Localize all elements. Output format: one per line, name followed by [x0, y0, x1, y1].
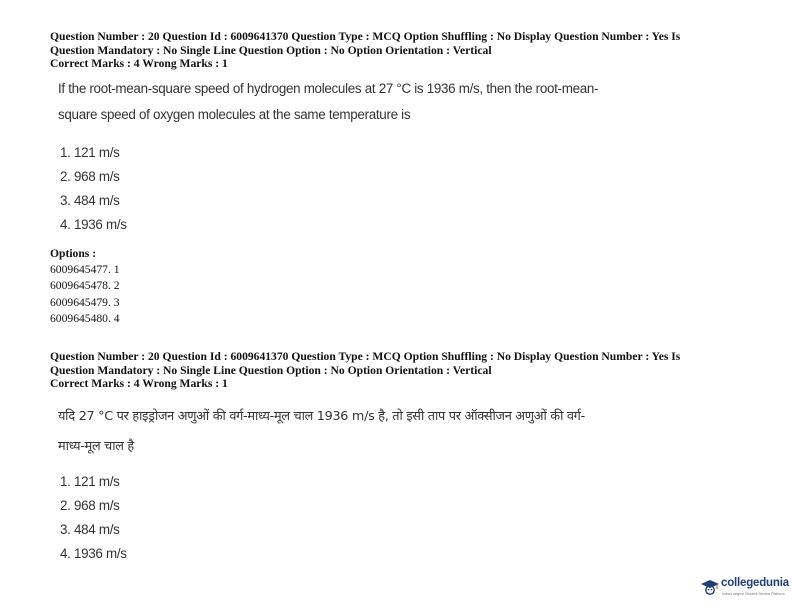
question-meta-en — [50, 30, 680, 71]
option-id-item: 6009645479. 3 — [50, 295, 120, 309]
choice-item: 1. 121 m/s — [60, 145, 120, 160]
option-id-item: 6009645478. 2 — [50, 279, 120, 293]
question-text-line-2: माध्य-मूल चाल है — [58, 439, 134, 454]
question-marks: Correct Marks : 4 Wrong Marks : 1 — [50, 377, 228, 391]
graduate-cap-icon — [700, 578, 720, 598]
option-id-list — [50, 246, 120, 327]
question-meta-line-1: Question Number : 20 Question Id : 6009641370 Question Type : MCQ Option Shuffling : No Display Question Number : Yes Is — [50, 30, 681, 43]
question-text-hi — [58, 402, 585, 462]
choice-list-en — [60, 141, 127, 237]
question-marks: Correct Marks : 4 Wrong Marks : 1 — [50, 57, 228, 71]
options-header: Options : — [50, 247, 97, 260]
question-meta-line-2: Question Mandatory : No Single Line Question Option : No Option Orientation : Vertical — [50, 363, 492, 377]
question-meta-line-2: Question Mandatory : No Single Line Question Option : No Option Orientation : Vertical — [50, 43, 492, 57]
option-id-item: 6009645480. 4 — [50, 311, 120, 325]
question-text-en — [58, 76, 598, 128]
choice-item: 3. 484 m/s — [60, 193, 120, 208]
choice-item: 2. 968 m/s — [60, 498, 120, 513]
collegedunia-logo — [700, 575, 790, 605]
choice-item: 3. 484 m/s — [60, 522, 120, 537]
option-id-item: 6009645477. 1 — [50, 263, 120, 277]
question-meta-hi — [50, 350, 680, 391]
question-text-line-1: यदि 27 °C पर हाइड्रोजन अणुओं की वर्ग-माध्य-मूल चाल 1936 m/s है, तो इसी ताप पर ऑक्सीजन अणुओं की वर्ग- — [58, 409, 585, 424]
choice-item: 4. 1936 m/s — [60, 546, 127, 561]
question-text-line-1: If the root-mean-square speed of hydrogen molecules at 27 °C is 1936 m/s, then the root-mean- — [58, 81, 599, 96]
choice-item: 1. 121 m/s — [60, 474, 120, 489]
question-text-line-2: square speed of oxygen molecules at the same temperature is — [58, 107, 411, 122]
choice-item: 4. 1936 m/s — [60, 217, 127, 232]
question-meta-line-1: Question Number : 20 Question Id : 6009641370 Question Type : MCQ Option Shuffling : No Display Question Number : Yes Is — [50, 350, 681, 363]
choice-item: 2. 968 m/s — [60, 169, 120, 184]
choice-list-hi — [60, 470, 127, 566]
logo-name: collegedunia — [721, 577, 789, 589]
logo-tagline: India's largest Student Review Platform — [722, 592, 785, 596]
